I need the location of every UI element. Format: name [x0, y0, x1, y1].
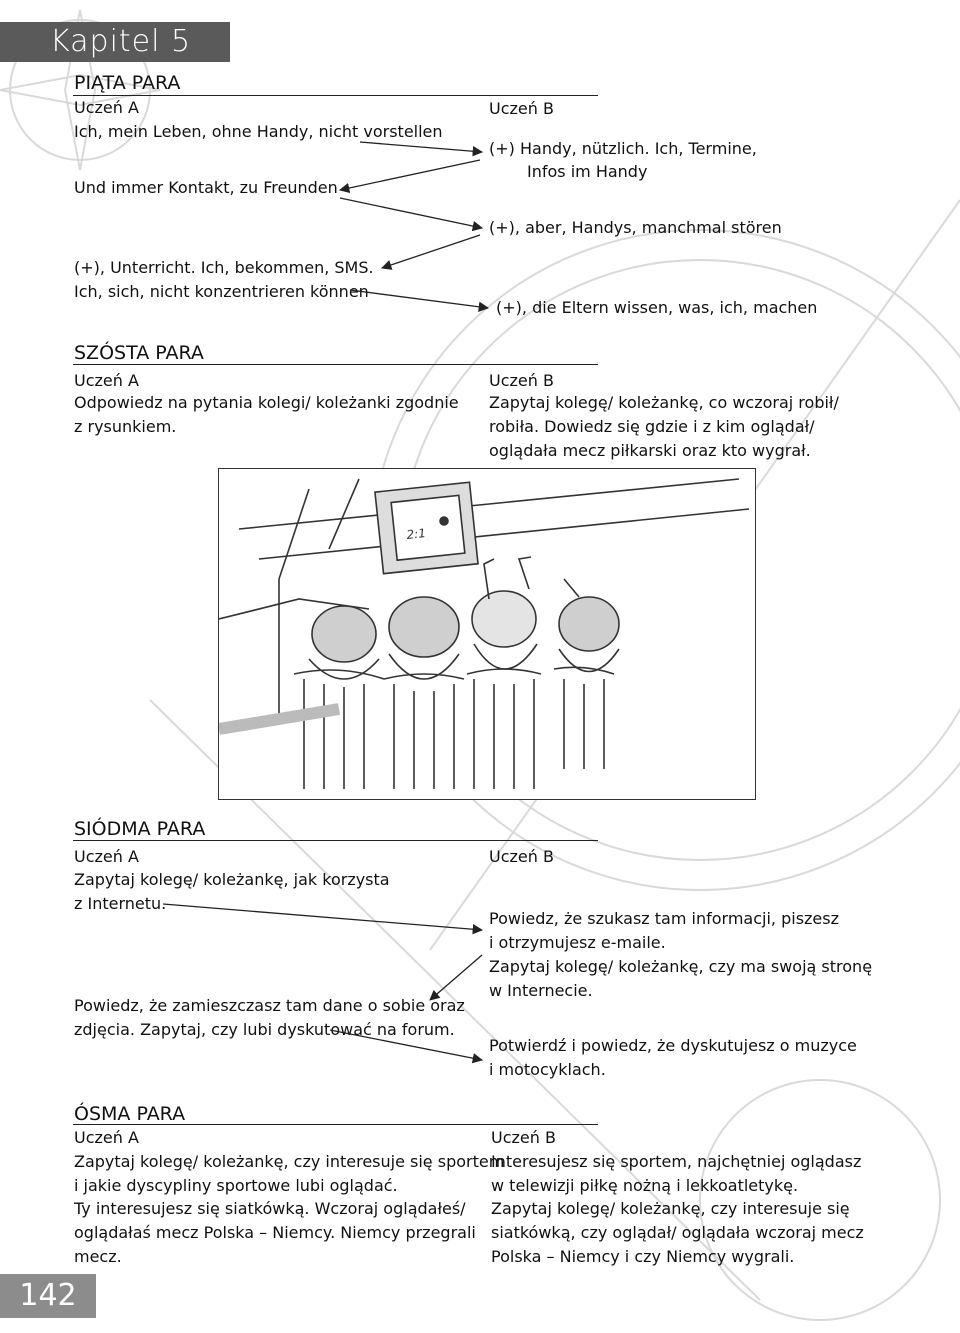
instruction-b-line1: Zapytaj kolegę/ koleżankę, co wczoraj robił/ — [489, 393, 839, 412]
instruction-b-line3: Zapytaj kolegę/ koleżankę, czy interesuje się — [491, 1199, 850, 1218]
student-a-label: Uczeń A — [74, 98, 139, 117]
instruction-a-line5: mecz. — [74, 1247, 122, 1266]
instruction-b-line2: w telewizji piłkę nożną i lekkoatletykę. — [491, 1176, 799, 1195]
student-b-label: Uczeń B — [489, 847, 554, 866]
line-a1: Zapytaj kolegę/ koleżankę, jak korzysta — [74, 870, 390, 889]
line-b2: (+), aber, Handys, manchmal stören — [489, 218, 782, 237]
line-a2: Und immer Kontakt, zu Freunden — [74, 178, 338, 197]
instruction-a-line2: z rysunkiem. — [74, 417, 177, 436]
instruction-a-line1: Zapytaj kolegę/ koleżankę, czy interesuje się sportem — [74, 1152, 505, 1171]
instruction-b-line4: siatkówką, czy oglądał/ oglądała wczoraj mecz — [491, 1223, 864, 1242]
instruction-b-line2: robiła. Dowiedz się gdzie i z kim oglądał/ — [489, 417, 815, 436]
line-a2-cont: zdjęcia. Zapytaj, czy lubi dyskutować na forum. — [74, 1020, 455, 1039]
section-title-siodma: SIÓDMA PARA — [74, 818, 206, 840]
line-b1-cont2: Zapytaj kolegę/ koleżankę, czy ma swoją stronę — [489, 957, 873, 976]
instruction-b-line1: Interesujesz się sportem, najchętniej oglądasz — [491, 1152, 862, 1171]
line-b2-cont: i motocyklach. — [489, 1060, 606, 1079]
line-b1: Powiedz, że szukasz tam informacji, piszesz — [489, 909, 839, 928]
student-a-label: Uczeń A — [74, 1128, 139, 1147]
line-a3: (+), Unterricht. Ich, bekommen, SMS. — [74, 258, 374, 277]
line-b2: Potwierdź i powiedz, że dyskutujesz o muzyce — [489, 1036, 857, 1055]
student-a-label: Uczeń A — [74, 847, 139, 866]
line-b3: (+), die Eltern wissen, was, ich, machen — [496, 298, 818, 317]
section-rule — [73, 95, 598, 96]
line-a2: Powiedz, że zamieszczasz tam dane o sobie oraz — [74, 996, 465, 1015]
section-title-osma: ÓSMA PARA — [74, 1103, 186, 1125]
student-a-label: Uczeń A — [74, 371, 139, 390]
line-a1: Ich, mein Leben, ohne Handy, nicht vorstellen — [74, 122, 443, 141]
tv-watching-drawing — [219, 469, 756, 800]
line-a4: Ich, sich, nicht konzentrieren können — [74, 282, 369, 301]
instruction-a-line3: Ty interesujesz się siatkówką. Wczoraj oglądałeś/ — [74, 1199, 466, 1218]
tv-score: 2:1 — [405, 526, 427, 542]
chapter-title: Kapitel 5 — [0, 22, 230, 62]
section-rule — [73, 840, 598, 841]
instruction-b-line3: oglądała mecz piłkarski oraz kto wygrał. — [489, 441, 811, 460]
instruction-b-line5: Polska – Niemcy i czy Niemcy wygrali. — [491, 1247, 795, 1266]
page-number: 142 — [0, 1274, 96, 1318]
section-title-szosta: SZÓSTA PARA — [74, 342, 204, 364]
section-rule — [73, 1124, 598, 1125]
section-rule — [73, 364, 598, 365]
section-title-piata: PIĄTA PARA — [74, 72, 181, 94]
student-b-label: Uczeń B — [489, 371, 554, 390]
line-b1: (+) Handy, nützlich. Ich, Termine, — [489, 139, 757, 158]
instruction-a-line1: Odpowiedz na pytania kolegi/ koleżanki zgodnie — [74, 393, 459, 412]
student-b-label: Uczeń B — [489, 99, 554, 118]
instruction-a-line2: i jakie dyscypliny sportowe lubi oglądać. — [74, 1176, 398, 1195]
student-b-label: Uczeń B — [491, 1128, 556, 1147]
instruction-a-line4: oglądałaś mecz Polska – Niemcy. Niemcy przegrali — [74, 1223, 476, 1242]
line-a1-cont: z Internetu. — [74, 894, 167, 913]
line-b1-cont3: w Internecie. — [489, 981, 593, 1000]
line-b1-cont1: i otrzymujesz e-maile. — [489, 933, 666, 952]
line-b1-cont: Infos im Handy — [527, 162, 648, 181]
illustration-football-match — [218, 468, 756, 800]
